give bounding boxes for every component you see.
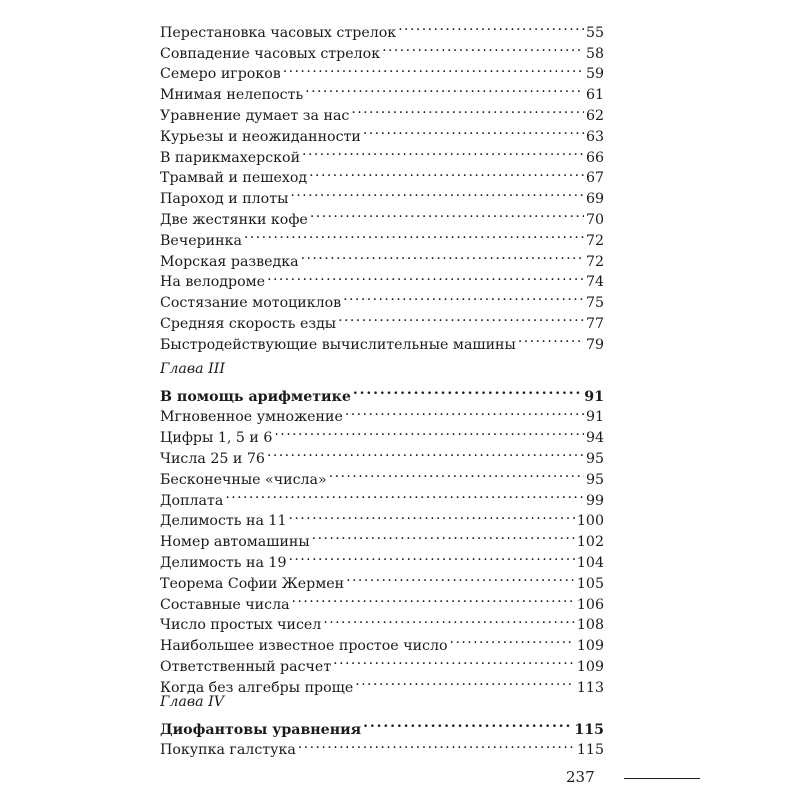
- toc-leader-dots: [382, 37, 584, 58]
- toc-leader-dots: [292, 588, 575, 609]
- toc-title: Бесконечные «числа»: [160, 471, 327, 488]
- toc-leader-dots: [312, 525, 575, 546]
- toc-title: Диофантовы уравнения: [160, 721, 362, 738]
- toc-leader-dots: [267, 266, 584, 287]
- toc-leader-dots: [298, 734, 575, 755]
- toc-page: 99: [585, 492, 604, 509]
- chapter-label: Глава III: [160, 360, 225, 377]
- toc-leader-dots: [333, 650, 575, 671]
- toc-title: Ответственный расчет: [160, 658, 332, 675]
- toc-leader-dots: [343, 286, 584, 307]
- toc-leader-dots: [363, 713, 572, 734]
- chapter-heading: [160, 380, 604, 405]
- toc-leader-dots: [290, 182, 584, 203]
- toc-page: 61: [585, 87, 604, 104]
- toc-row: [160, 16, 604, 41]
- toc-page: 69: [585, 191, 604, 208]
- chapter-label: Глава IV: [160, 693, 224, 710]
- toc-title: Доплата: [160, 492, 224, 509]
- toc-title: Цифры 1, 5 и 6: [160, 430, 273, 447]
- toc-title: Перестановка часовых стрелок: [160, 24, 397, 41]
- toc-leader-dots: [329, 463, 584, 484]
- toc-title: Трамвай и пешеход: [160, 170, 308, 187]
- toc-leader-dots: [302, 141, 584, 162]
- toc-page: 106: [576, 596, 604, 613]
- toc-page: 59: [585, 66, 604, 83]
- toc-title: Средняя скорость езды: [160, 315, 337, 332]
- toc-title: Мнимая нелепость: [160, 87, 304, 104]
- toc-page: 100: [576, 513, 604, 530]
- toc-page: 70: [585, 211, 604, 228]
- toc-leader-dots: [274, 421, 584, 442]
- toc-title: Составные числа: [160, 596, 290, 613]
- toc-title: Уравнение думает за нас: [160, 107, 350, 124]
- toc-title: В парикмахерской: [160, 149, 301, 166]
- toc-title: Курьезы и неожиданности: [160, 128, 361, 145]
- toc-leader-dots: [267, 442, 584, 463]
- toc-title: Мгновенное умножение: [160, 409, 343, 426]
- table-of-contents: [160, 16, 604, 759]
- toc-title: Число простых чисел: [160, 617, 322, 634]
- toc-page: 79: [585, 336, 604, 353]
- toc-title: Делимость на 19: [160, 554, 287, 571]
- toc-leader-dots: [309, 162, 584, 183]
- toc-leader-dots: [398, 16, 584, 37]
- toc-page: 55: [585, 24, 604, 41]
- toc-title: Состязание мотоциклов: [160, 295, 342, 312]
- toc-leader-dots: [323, 609, 575, 630]
- toc-page: 115: [576, 742, 604, 759]
- toc-page: 102: [576, 534, 604, 551]
- toc-leader-dots: [288, 546, 574, 567]
- toc-leader-dots: [288, 505, 574, 526]
- toc-leader-dots: [353, 380, 582, 401]
- toc-title: Быстродействующие вычислительные машины: [160, 336, 516, 353]
- toc-row: [160, 484, 604, 509]
- toc-page: 105: [576, 575, 604, 592]
- toc-leader-dots: [244, 224, 584, 245]
- toc-title: В помощь арифметике: [160, 388, 351, 405]
- toc-page: 115: [574, 721, 604, 738]
- toc-title: Когда без алгебры проще: [160, 679, 354, 696]
- toc-page: 66: [585, 149, 604, 166]
- toc-title: Пароход и плоты: [160, 191, 289, 208]
- toc-page: 113: [576, 679, 604, 696]
- toc-page: 77: [585, 315, 604, 332]
- toc-leader-dots: [338, 307, 584, 328]
- toc-leader-dots: [450, 629, 575, 650]
- toc-page: 95: [585, 450, 604, 467]
- toc-title: Покупка галстука: [160, 742, 296, 759]
- toc-page: 108: [576, 617, 604, 634]
- toc-leader-dots: [283, 58, 584, 79]
- toc-page: 72: [585, 253, 604, 270]
- toc-page: 62: [585, 107, 604, 124]
- toc-page: 67: [585, 170, 604, 187]
- toc-leader-dots: [305, 78, 584, 99]
- toc-page: 104: [576, 554, 604, 571]
- toc-title: Наибольшее известное простое число: [160, 638, 448, 655]
- toc-page: 58: [585, 45, 604, 62]
- toc-title: Теорема Софии Жермен: [160, 575, 345, 592]
- toc-leader-dots: [346, 567, 575, 588]
- toc-leader-dots: [225, 484, 584, 505]
- toc-page: 109: [576, 638, 604, 655]
- toc-page: 91: [585, 409, 604, 426]
- toc-title: Морская разведка: [160, 253, 299, 270]
- toc-title: Две жестянки кофе: [160, 211, 308, 228]
- toc-page: 91: [584, 388, 604, 405]
- toc-title: Делимость на 11: [160, 513, 287, 530]
- page-number: 237: [566, 768, 595, 786]
- toc-row: [160, 505, 604, 530]
- footer-rule: [624, 778, 700, 779]
- toc-leader-dots: [310, 203, 584, 224]
- toc-leader-dots: [355, 671, 575, 692]
- toc-page: 75: [585, 295, 604, 312]
- toc-page: 63: [585, 128, 604, 145]
- toc-page: 109: [576, 658, 604, 675]
- toc-title: Вечеринка: [160, 232, 242, 249]
- toc-leader-dots: [301, 245, 584, 266]
- toc-title: Числа 25 и 76: [160, 450, 265, 467]
- toc-title: Номер автомашины: [160, 534, 310, 551]
- toc-page: 74: [585, 274, 604, 291]
- toc-leader-dots: [345, 401, 584, 422]
- toc-leader-dots: [363, 120, 584, 141]
- toc-leader-dots: [518, 328, 584, 349]
- toc-page: 72: [585, 232, 604, 249]
- toc-title: На велодроме: [160, 274, 266, 291]
- toc-page: 95: [585, 471, 604, 488]
- toc-leader-dots: [351, 99, 584, 120]
- toc-title: Семеро игроков: [160, 66, 281, 83]
- toc-title: Совпадение часовых стрелок: [160, 45, 381, 62]
- toc-page: 94: [585, 430, 604, 447]
- chapter-heading: [160, 713, 604, 738]
